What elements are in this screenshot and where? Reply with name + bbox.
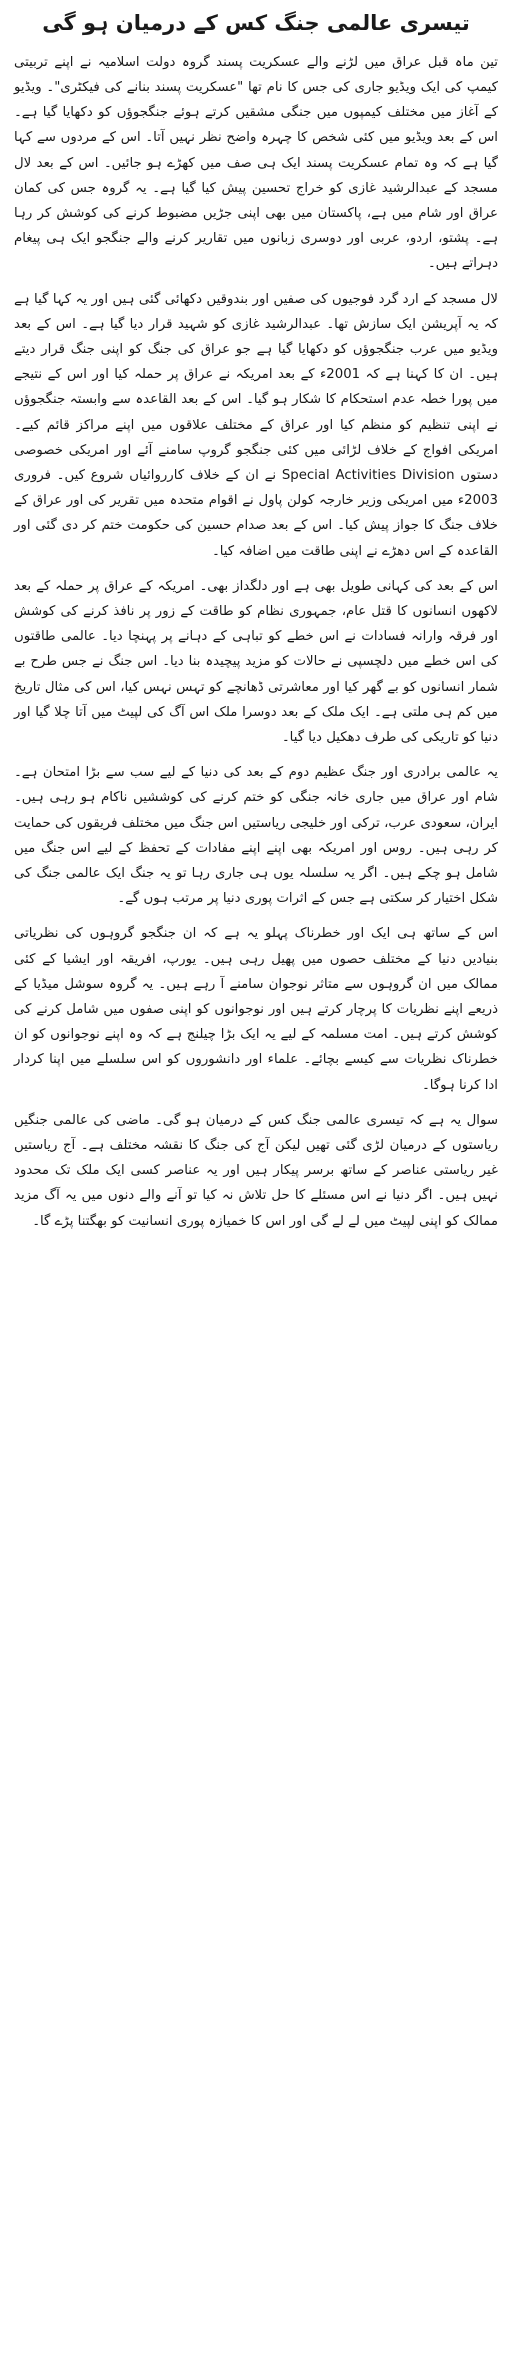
article-body	[14, 50, 498, 1234]
article-paragraph: لال مسجد کے ارد گرد فوجیوں کی صفیں اور بندوقیں دکھائی گئی ہیں اور یہ کہا گیا ہے کہ یہ آپریشن ایک سازش تھا۔ عبدالرشید غازی کو شہید قرار دیا گیا ہے۔ اس کے بعد ویڈیو میں عرب جنگجوؤں کو دکھایا گیا ہے جو عراق کی جنگ کو اپنی جنگ قرار دیتے ہیں۔ ان کا کہنا ہے کہ 2001ء کے بعد امریکہ نے عراق پر حملہ کیا اور اس کے نتیجے میں پورا خطہ عدم استحکام کا شکار ہو گیا۔ اس کے بعد القاعدہ سے وابستہ جنگجوؤں نے اپنی تنظیم کو منظم کیا اور عراق کے مختلف علاقوں میں اپنے مراکز قائم کیے۔ امریکی افواج کے خلاف لڑائی میں کئی جنگجو گروپ سامنے آئے اور امریکی خصوصی دستوں Special Activities Division نے ان کے خلاف کارروائیاں شروع کیں۔ فروری 2003ء میں امریکی وزیر خارجہ کولن پاول نے اقوام متحدہ میں تقریر کی اور عراق کے خلاف جنگ کا جواز پیش کیا۔ اس کے بعد صدام حسین کی حکومت ختم کر دی گئی اور القاعدہ کے اس دھڑے نے اپنی طاقت میں اضافہ کیا۔	[14, 291, 499, 559]
article-paragraph: اس کے ساتھ ہی ایک اور خطرناک پہلو یہ ہے کہ ان جنگجو گروہوں کی نظریاتی بنیادیں دنیا کے مختلف حصوں میں پھیل رہی ہیں۔ یورپ، افریقہ اور ایشیا کے کئی ممالک میں ان گروہوں سے متاثر نوجوان سامنے آ رہے ہیں۔ یہ گروہ سوشل میڈیا کے ذریعے اپنے نظریات کا پرچار کرتے ہیں اور نوجوانوں کو اپنی صفوں میں شامل کرنے کی کوشش کرتے ہیں۔ امت مسلمہ کے لیے یہ ایک بڑا چیلنج ہے کہ وہ اپنے نوجوانوں کو ان خطرناک نظریات سے کیسے بچائے۔ علماء اور دانشوروں کو اس سلسلے میں اپنا کردار ادا کرنا ہوگا۔	[14, 926, 498, 1093]
article-paragraph: یہ عالمی برادری اور جنگ عظیم دوم کے بعد کی دنیا کے لیے سب سے بڑا امتحان ہے۔ شام اور عراق میں جاری خانہ جنگی کو ختم کرنے کی کوششیں ناکام ہو رہی ہیں۔ ایران، سعودی عرب، ترکی اور خلیجی ریاستیں اس جنگ میں مختلف فریقوں کی حمایت کر رہی ہیں۔ روس اور امریکہ بھی اپنے اپنے مفادات کے تحفظ کے لیے اس جنگ میں شامل ہو چکے ہیں۔ اگر یہ سلسلہ یوں ہی جاری رہا تو یہ جنگ ایک عالمی جنگ کی شکل اختیار کر سکتی ہے جس کے اثرات پوری دنیا پر مرتب ہوں گے۔	[14, 765, 498, 907]
article-paragraph: تین ماہ قبل عراق میں لڑنے والے عسکریت پسند گروہ دولت اسلامیہ نے اپنے تربیتی کیمپ کی ایک ویڈیو جاری کی جس کا نام تھا "عسکریت پسند بنانے کی فیکٹری"۔ ویڈیو کے آغاز میں مختلف کیمپوں میں جنگی مشقیں کرتے ہوئے جنگجوؤں کو دکھایا گیا ہے۔ اس کے بعد ویڈیو میں کئی شخص کا چہرہ واضح نظر نہیں آتا۔ اس کے مردوں سے کہا گیا ہے کہ وہ تمام عسکریت پسند ایک ہی صف میں کھڑے ہو جائیں۔ اس کے بعد لال مسجد کے عبدالرشید غازی کو خراج تحسین پیش کیا گیا ہے۔ یہ گروہ جس کی کمان عراق اور شام میں ہے، پاکستان میں بھی اپنی جڑیں مضبوط کرنے کی کوشش کر رہا ہے۔ پشتو، اردو، عربی اور دوسری زبانوں میں تقاریر کرنے والے جنگجو ایک ہی پیغام دہراتے ہیں۔	[14, 54, 498, 272]
article-paragraph: اس کے بعد کی کہانی طویل بھی ہے اور دلگداز بھی۔ امریکہ کے عراق پر حملہ کے بعد لاکھوں انسانوں کا قتل عام، جمہوری نظام کو طاقت کے زور پر نافذ کرنے کی کوشش اور فرقہ وارانہ فسادات نے اس خطے کو تباہی کے دہانے پر پہنچا دیا۔ عالمی طاقتوں کی اس خطے میں دلچسپی نے حالات کو مزید پیچیدہ بنا دیا۔ اس جنگ نے جس طرح بے شمار انسانوں کو بے گھر کیا اور معاشرتی ڈھانچے کو تہس نہس کیا، اس کی مثال تاریخ میں کم ہی ملتی ہے۔ ایک ملک کے بعد دوسرا ملک اس آگ کی لپیٹ میں آتا چلا گیا اور دنیا کو تاریکی کی طرف دھکیل دیا گیا۔	[14, 578, 498, 745]
article-paragraph: سوال یہ ہے کہ تیسری عالمی جنگ کس کے درمیان ہو گی۔ ماضی کی عالمی جنگیں ریاستوں کے درمیان لڑی گئی تھیں لیکن آج کی جنگ کا نقشہ مختلف ہے۔ آج ریاستیں غیر ریاستی عناصر کے ساتھ برسر پیکار ہیں اور یہ عناصر کسی ایک ملک تک محدود نہیں ہیں۔ اگر دنیا نے اس مسئلے کا حل تلاش نہ کیا تو آنے والے دنوں میں یہ آگ مزید ممالک کو اپنی لپیٹ میں لے لے گی اور اس کا خمیازہ پوری انسانیت کو بھگتنا پڑے گا۔	[14, 1112, 498, 1229]
article-headline: تیسری عالمی جنگ کس کے درمیان ہو گی	[42, 11, 470, 35]
